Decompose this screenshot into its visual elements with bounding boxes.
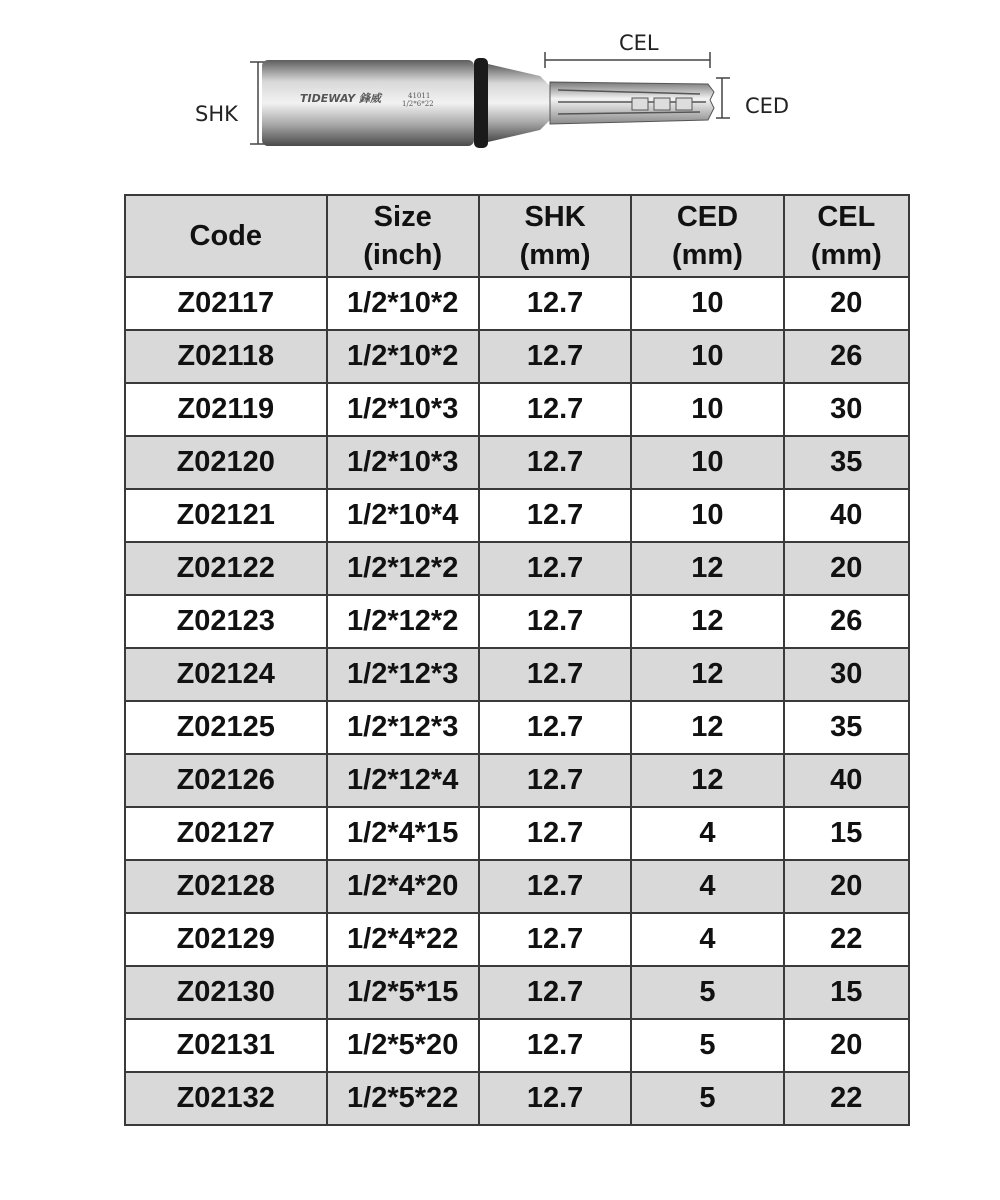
cell-ced: 10 <box>631 489 783 542</box>
cell-ced: 12 <box>631 595 783 648</box>
cell-code: Z02124 <box>125 648 327 701</box>
cell-size: 1/2*12*3 <box>327 648 479 701</box>
table-row <box>125 913 909 966</box>
cell-size: 1/2*4*15 <box>327 807 479 860</box>
cell-cel: 22 <box>784 913 909 966</box>
cell-ced: 10 <box>631 436 783 489</box>
header-size-line1: Size <box>373 201 432 233</box>
cell-cel: 40 <box>784 754 909 807</box>
spec-table <box>124 194 910 1126</box>
cell-ced: 5 <box>631 1072 783 1125</box>
table-body <box>125 277 909 1125</box>
cell-size: 1/2*12*2 <box>327 542 479 595</box>
cell-cel: 15 <box>784 966 909 1019</box>
svg-text:1/2*6*22: 1/2*6*22 <box>402 100 434 108</box>
header-ced-line1: CED <box>676 201 739 233</box>
cell-cel: 20 <box>784 277 909 330</box>
cell-size: 1/2*5*20 <box>327 1019 479 1072</box>
cell-ced: 12 <box>631 542 783 595</box>
insert-2 <box>654 98 670 110</box>
cell-shk: 12.7 <box>479 1019 631 1072</box>
cell-cel: 40 <box>784 489 909 542</box>
table-row <box>125 542 909 595</box>
cell-size: 1/2*10*3 <box>327 436 479 489</box>
cell-shk: 12.7 <box>479 595 631 648</box>
cell-code: Z02132 <box>125 1072 327 1125</box>
cell-shk: 12.7 <box>479 701 631 754</box>
cell-cel: 26 <box>784 330 909 383</box>
table-row <box>125 754 909 807</box>
cell-ced: 4 <box>631 913 783 966</box>
cell-size: 1/2*12*4 <box>327 754 479 807</box>
cell-shk: 12.7 <box>479 383 631 436</box>
table-row <box>125 330 909 383</box>
cell-cel: 26 <box>784 595 909 648</box>
header-ced <box>631 195 783 277</box>
cell-code: Z02121 <box>125 489 327 542</box>
cell-shk: 12.7 <box>479 489 631 542</box>
cell-ced: 5 <box>631 966 783 1019</box>
cell-code: Z02120 <box>125 436 327 489</box>
table-row <box>125 648 909 701</box>
table-row <box>125 701 909 754</box>
header-cel-line1: CEL <box>817 201 876 233</box>
header-shk-line2: (mm) <box>519 239 591 271</box>
cell-cel: 20 <box>784 860 909 913</box>
cell-shk: 12.7 <box>479 330 631 383</box>
tool-diagram <box>0 0 1000 180</box>
cell-code: Z02128 <box>125 860 327 913</box>
cell-cel: 15 <box>784 807 909 860</box>
cell-size: 1/2*4*20 <box>327 860 479 913</box>
ced-dimension-label: CED <box>745 94 790 118</box>
cell-cel: 35 <box>784 701 909 754</box>
cell-size: 1/2*10*3 <box>327 383 479 436</box>
svg-text:41011: 41011 <box>408 92 431 100</box>
cell-shk: 12.7 <box>479 860 631 913</box>
cell-ced: 4 <box>631 807 783 860</box>
cell-shk: 12.7 <box>479 648 631 701</box>
header-cel-line2: (mm) <box>810 239 882 271</box>
cell-cel: 22 <box>784 1072 909 1125</box>
header-cel <box>784 195 909 277</box>
cell-ced: 12 <box>631 754 783 807</box>
table-row <box>125 489 909 542</box>
cell-size: 1/2*10*2 <box>327 277 479 330</box>
header-size <box>327 195 479 277</box>
cell-shk: 12.7 <box>479 277 631 330</box>
cell-code: Z02130 <box>125 966 327 1019</box>
cell-code: Z02125 <box>125 701 327 754</box>
cel-dimension-line <box>545 52 710 68</box>
header-shk-line1: SHK <box>524 201 586 233</box>
header-size-line2: (inch) <box>363 239 443 271</box>
cel-dimension-label: CEL <box>619 31 659 55</box>
insert-1 <box>632 98 648 110</box>
cell-code: Z02131 <box>125 1019 327 1072</box>
cell-code: Z02117 <box>125 277 327 330</box>
header-code <box>125 195 327 277</box>
shk-dimension-label: SHK <box>195 102 238 126</box>
cell-size: 1/2*10*4 <box>327 489 479 542</box>
cell-cel: 20 <box>784 1019 909 1072</box>
cell-shk: 12.7 <box>479 966 631 1019</box>
cell-shk: 12.7 <box>479 807 631 860</box>
cell-ced: 10 <box>631 277 783 330</box>
cell-cel: 30 <box>784 648 909 701</box>
router-bit-illustration <box>240 40 740 155</box>
cell-shk: 12.7 <box>479 542 631 595</box>
cell-size: 1/2*12*2 <box>327 595 479 648</box>
table-header-row <box>125 195 909 277</box>
table-row <box>125 1019 909 1072</box>
cell-code: Z02122 <box>125 542 327 595</box>
cell-size: 1/2*5*15 <box>327 966 479 1019</box>
header-ced-line2: (mm) <box>671 239 743 271</box>
ced-dimension-line <box>716 78 730 118</box>
table-row <box>125 383 909 436</box>
table-row <box>125 1072 909 1125</box>
cell-code: Z02123 <box>125 595 327 648</box>
cell-code: Z02129 <box>125 913 327 966</box>
insert-3 <box>676 98 692 110</box>
cell-cel: 20 <box>784 542 909 595</box>
cell-ced: 10 <box>631 330 783 383</box>
cell-code: Z02127 <box>125 807 327 860</box>
cell-code: Z02126 <box>125 754 327 807</box>
cell-shk: 12.7 <box>479 913 631 966</box>
table-row <box>125 807 909 860</box>
cell-shk: 12.7 <box>479 1072 631 1125</box>
cell-ced: 12 <box>631 648 783 701</box>
table-row <box>125 436 909 489</box>
header-shk <box>479 195 631 277</box>
svg-text:TIDEWAY 鋒威: TIDEWAY 鋒威 <box>300 92 382 105</box>
cell-size: 1/2*5*22 <box>327 1072 479 1125</box>
table-row <box>125 860 909 913</box>
cell-code: Z02118 <box>125 330 327 383</box>
shank-ring <box>474 58 488 148</box>
cell-ced: 12 <box>631 701 783 754</box>
neck-taper <box>488 64 550 142</box>
cell-ced: 5 <box>631 1019 783 1072</box>
cell-cel: 35 <box>784 436 909 489</box>
cell-size: 1/2*12*3 <box>327 701 479 754</box>
cell-size: 1/2*4*22 <box>327 913 479 966</box>
cell-size: 1/2*10*2 <box>327 330 479 383</box>
cell-shk: 12.7 <box>479 754 631 807</box>
table-row <box>125 966 909 1019</box>
cell-code: Z02119 <box>125 383 327 436</box>
cell-shk: 12.7 <box>479 436 631 489</box>
header-code-line1: Code <box>189 220 262 252</box>
table-row <box>125 595 909 648</box>
cell-ced: 4 <box>631 860 783 913</box>
table-row <box>125 277 909 330</box>
cell-cel: 30 <box>784 383 909 436</box>
cell-ced: 10 <box>631 383 783 436</box>
